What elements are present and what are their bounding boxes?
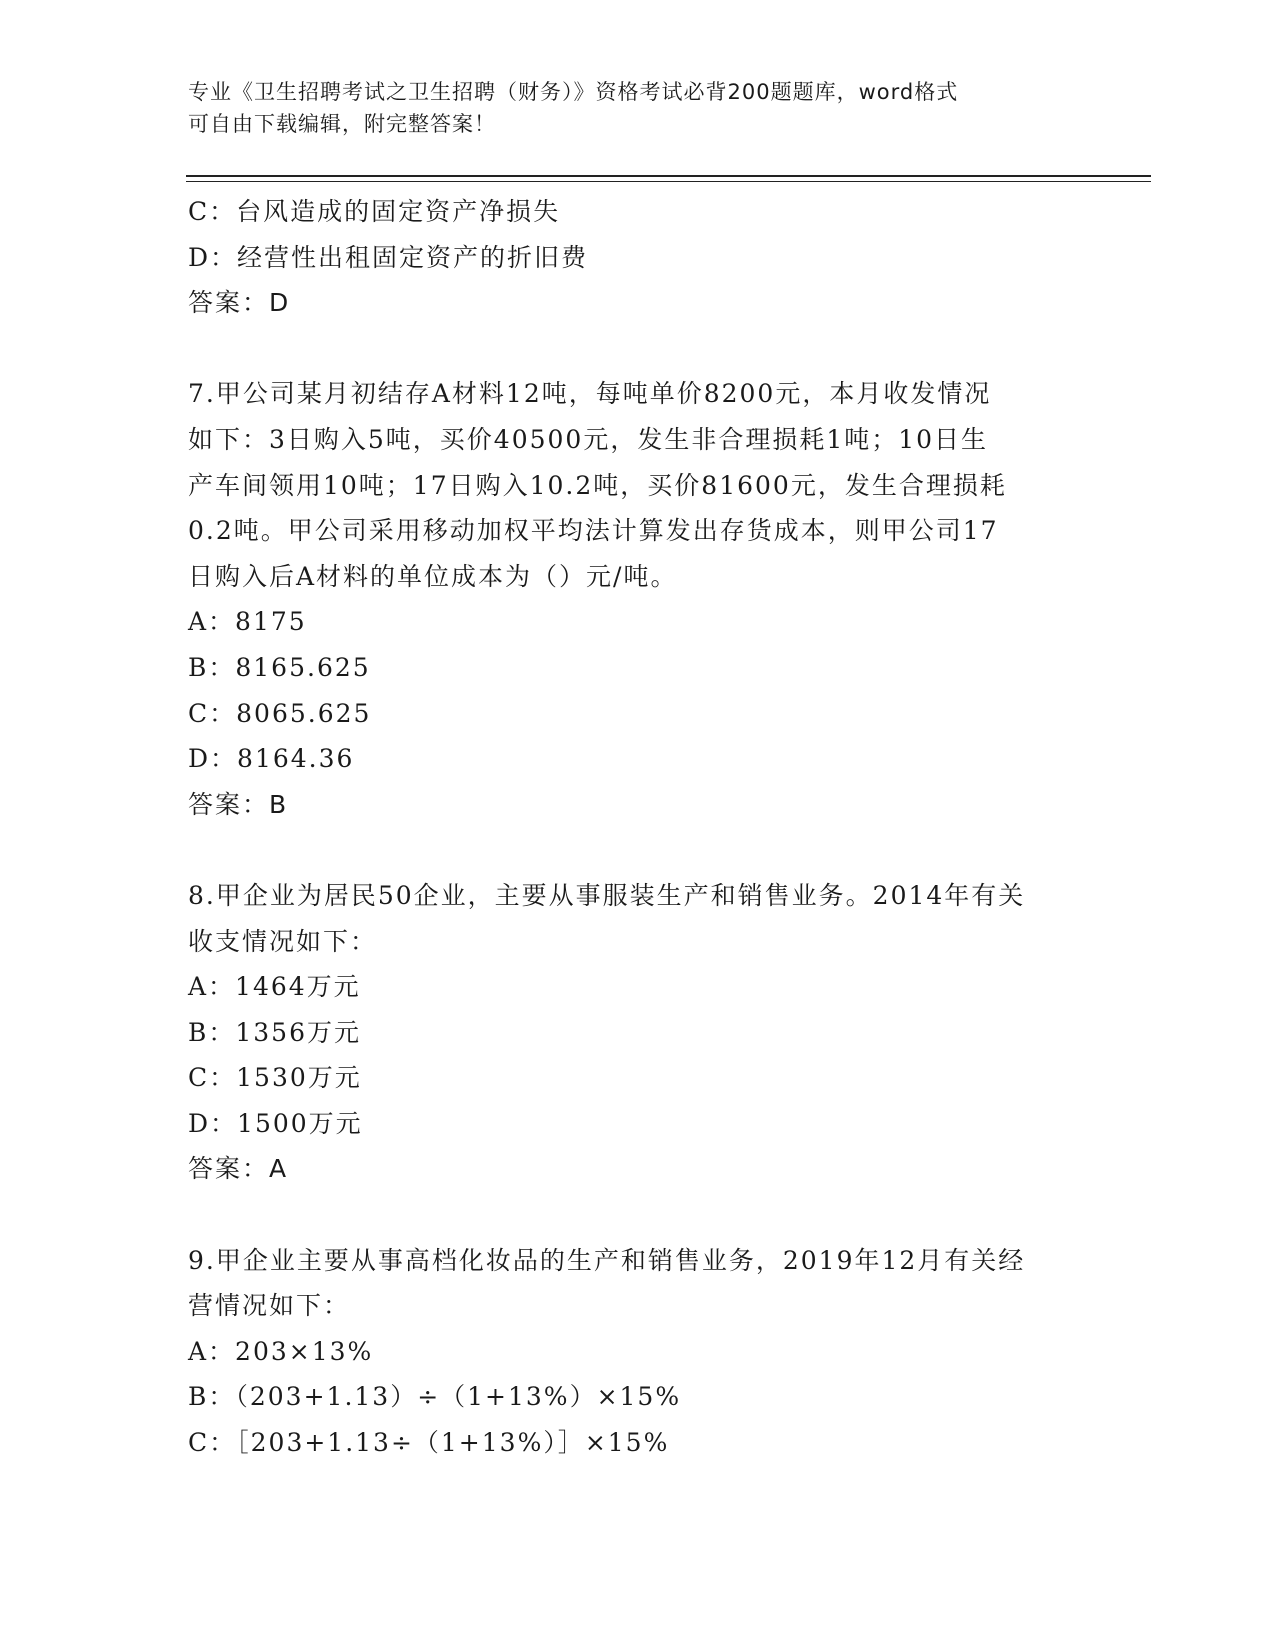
question-9 — [188, 1238, 1088, 1466]
spacer — [188, 326, 1088, 372]
answer-label: 答案：B — [188, 789, 289, 819]
document-body — [188, 189, 1088, 1466]
option-c: C：8065.625 — [188, 698, 372, 728]
answer-label: 答案：A — [188, 1154, 289, 1184]
question-stem-line: 日购入后A材料的单位成本为（）元/吨。 — [188, 561, 678, 591]
option-b: B：1356万元 — [188, 1017, 361, 1047]
document-header — [188, 76, 1088, 140]
option-a: A：8175 — [188, 607, 307, 637]
header-divider-thick — [186, 175, 1151, 177]
header-title-line-1: 专业《卫生招聘考试之卫生招聘（财务）》资格考试必背200题题库，word格式 — [188, 80, 959, 104]
question-8 — [188, 873, 1088, 1192]
option-d: D：经营性出租固定资产的折旧费 — [188, 242, 589, 272]
spacer — [188, 827, 1088, 873]
option-c: C：1530万元 — [188, 1063, 362, 1093]
option-b: B：（203+1.13）÷（1+13%）×15% — [188, 1382, 682, 1412]
option-c: C：台风造成的固定资产净损失 — [188, 197, 561, 226]
header-title-line-2: 可自由下载编辑，附完整答案！ — [188, 112, 496, 136]
option-d: D：8164.36 — [188, 744, 355, 774]
question-stem-line: 营情况如下： — [188, 1291, 351, 1321]
question-stem-line: 9.甲企业主要从事高档化妆品的生产和销售业务，2019年12月有关经 — [188, 1245, 1026, 1275]
question-stem-line: 收支情况如下： — [188, 926, 378, 956]
question-stem-line: 0.2吨。甲公司采用移动加权平均法计算发出存货成本，则甲公司17 — [188, 516, 999, 546]
option-b: B：8165.625 — [188, 652, 371, 682]
question-stem-line: 7.甲公司某月初结存A材料12吨，每吨单价8200元，本月收发情况 — [188, 379, 992, 409]
spacer — [188, 1192, 1088, 1238]
question-7 — [188, 371, 1088, 827]
option-a: A：203×13% — [188, 1336, 374, 1366]
question-stem-line: 8.甲企业为居民50企业，主要从事服装生产和销售业务。2014年有关 — [188, 880, 1026, 910]
option-a: A：1464万元 — [188, 972, 361, 1002]
answer-label: 答案：D — [188, 288, 291, 318]
header-divider-thin — [186, 181, 1151, 182]
question-6-continuation — [188, 189, 1088, 326]
question-stem-line: 如下：3日购入5吨，买价40500元，发生非合理损耗1吨；10日生 — [188, 424, 989, 454]
question-stem-line: 产车间领用10吨；17日购入10.2吨，买价81600元，发生合理损耗 — [188, 470, 1007, 500]
option-d: D：1500万元 — [188, 1108, 363, 1138]
option-c: C：［203+1.13÷（1+13%）］×15% — [188, 1428, 670, 1458]
